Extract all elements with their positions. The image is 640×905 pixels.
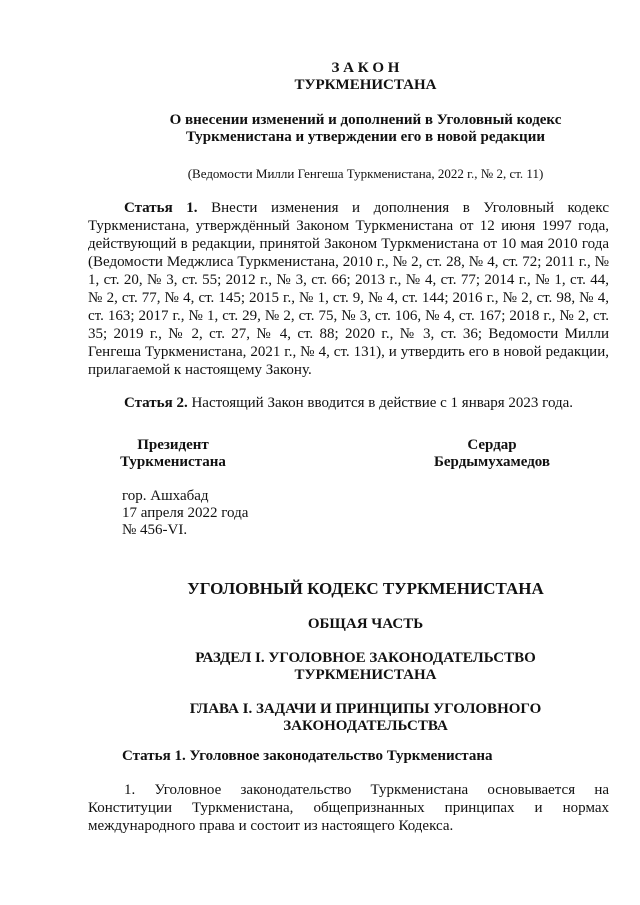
signature-block	[88, 437, 609, 471]
article-2-paragraph	[88, 394, 609, 412]
code-section-heading-line-2: ТУРКМЕНИСТАНА	[294, 667, 437, 683]
code-part-heading: ОБЩАЯ ЧАСТЬ	[307, 616, 424, 632]
code-chapter-heading	[88, 701, 609, 735]
issuance-place: гор. Ашхабад	[122, 488, 209, 504]
law-kicker	[88, 60, 609, 94]
law-kicker-country: ТУРКМЕНИСТАНА	[294, 77, 437, 93]
signature-name-line-2: Бердымухамедов	[433, 454, 551, 470]
law-kicker-word: З А К О Н	[331, 60, 400, 76]
code-chapter-heading-line-1: ГЛАВА I. ЗАДАЧИ И ПРИНЦИПЫ УГОЛОВНОГО	[189, 701, 542, 717]
code-section-heading-line-1: РАЗДЕЛ I. УГОЛОВНОЕ ЗАКОНОДАТЕЛЬСТВО	[195, 650, 536, 666]
signature-title-line-1: Президент	[137, 437, 209, 453]
article-2-text: Настоящий Закон вводится в действие с 1 января 2023 года.	[191, 395, 574, 411]
signature-name-line-1: Сердар	[467, 437, 517, 453]
issuance-date: 17 апреля 2022 года	[122, 505, 249, 521]
issuance-block	[88, 488, 609, 539]
article-2-label: Статья 2.	[124, 395, 188, 411]
issuance-number: № 456-VI.	[122, 522, 188, 538]
article-1-paragraph	[88, 199, 609, 379]
law-title-line-2: Туркменистана и утверждении его в новой редакции	[186, 129, 545, 145]
article-1-text: Внести изменения и дополнения в Уголовный кодекс Туркменистана, утверждённый Законом Туркменистана от 12 июня 1997 года, действующий в редакции, принятой Законом Туркменистана от 10 мая 2010 года (Ведомости Меджлиса Туркменистана, 2010 г., № 2, ст. 28, № 4, ст. 72; 2011 г., № 1, ст. 20, № 3, ст. 55; 2012 г., № 3, ст. 66; 2013 г., № 4, ст. 77; 2014 г., № 1, ст. 44, № 2, ст. 77, № 4, ст. 145; 2015 г., № 1, ст. 9, № 4, ст. 144; 2016 г., № 2, ст. 98, № 4, ст. 163; 2017 г., № 1, ст. 29, № 2, ст. 75, № 3, ст. 106, № 4, ст. 167; 2018 г., № 2, ст. 35; 2019 г., № 2, ст. 27, № 4, ст. 88; 2020 г., № 3, ст. 36; Ведомости Милли Генгеша Туркменистана, 2021 г., № 4, ст. 131), и утвердить его в новой редакции, прилагаемой к настоящему Закону.	[88, 200, 610, 378]
law-source-note: (Ведомости Милли Генгеша Туркменистана, 2022 г., № 2, ст. 11)	[187, 166, 544, 181]
code-article-paragraph: 1. Уголовное законодательство Туркменистана основывается на Конституции Туркменистана, общепризнанных принципах и нормах международного права и состоит из настоящего Кодекса.	[88, 782, 609, 834]
signature-title-line-2: Туркменистана	[120, 454, 226, 470]
signature-name	[407, 437, 577, 471]
law-title-line-1: О внесении изменений и дополнений в Уголовный кодекс	[169, 112, 562, 128]
law-title	[88, 112, 609, 146]
code-chapter-heading-line-2: ЗАКОНОДАТЕЛЬСТВА	[283, 718, 448, 734]
code-article-heading: Статья 1. Уголовное законодательство Туркменистана	[122, 748, 493, 764]
code-title: УГОЛОВНЫЙ КОДЕКС ТУРКМЕНИСТАНА	[187, 579, 544, 598]
signature-title	[88, 437, 258, 471]
article-1-label: Статья 1.	[124, 200, 198, 216]
code-section-heading	[88, 650, 609, 684]
